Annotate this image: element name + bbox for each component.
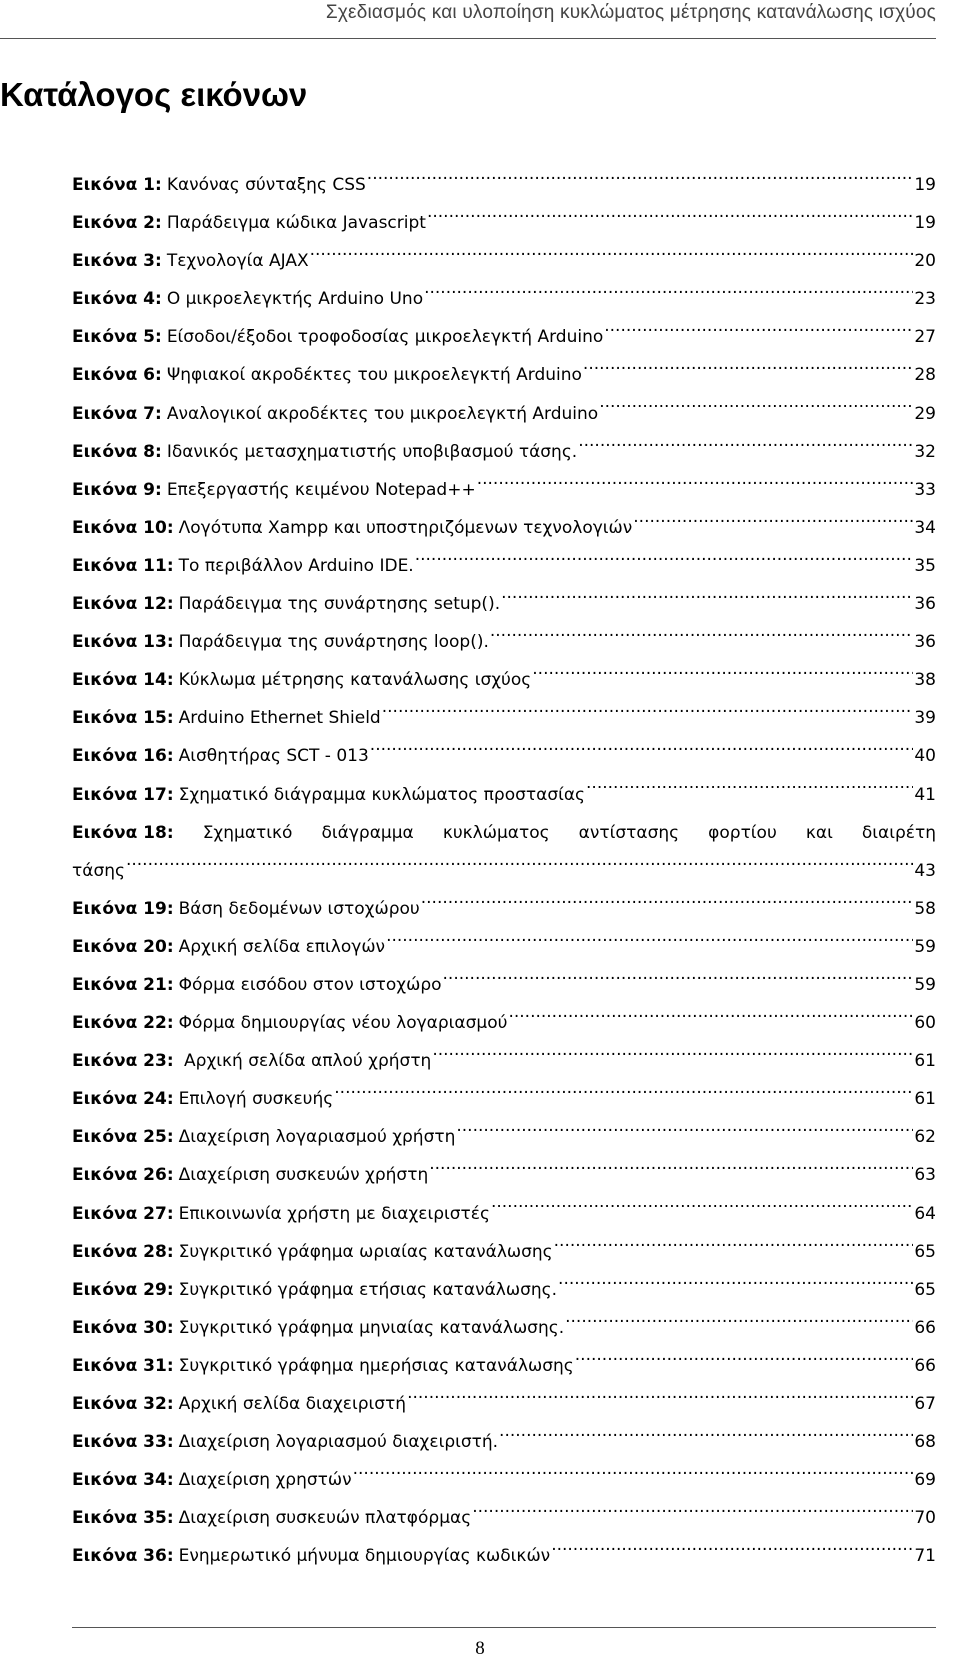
figure-label: Εικόνα 24: bbox=[72, 1089, 174, 1110]
dot-leader bbox=[532, 671, 913, 685]
toc-entry[interactable] bbox=[72, 1156, 936, 1194]
page-ref: 36 bbox=[914, 632, 936, 653]
figure-caption: Arduino Ethernet Shield bbox=[178, 708, 381, 729]
page-ref: 19 bbox=[914, 175, 936, 195]
toc-entry[interactable] bbox=[72, 1233, 936, 1271]
figure-caption: Αρχική σελίδα επιλογών bbox=[178, 936, 386, 957]
running-header: Σχεδιασμός και υλοποίηση κυκλώματος μέτρησης κατανάλωσης ισχύος bbox=[325, 2, 936, 23]
dot-leader bbox=[427, 214, 913, 228]
figure-label: Εικόνα 31: bbox=[72, 1355, 174, 1376]
figure-label: Εικόνα 4: bbox=[72, 289, 162, 310]
toc-entry[interactable] bbox=[72, 776, 936, 814]
figure-caption: Τεχνολογία AJAX bbox=[166, 251, 309, 272]
figure-label: Εικόνα 6: bbox=[72, 365, 162, 386]
dot-leader bbox=[370, 747, 914, 761]
toc-entry[interactable] bbox=[72, 1004, 936, 1042]
dot-leader bbox=[583, 366, 913, 380]
figure-caption: Συγκριτικό γράφημα μηνιαίας κατανάλωσης. bbox=[178, 1317, 565, 1338]
figure-label: Εικόνα 9: bbox=[72, 479, 162, 500]
figure-label: Εικόνα 3: bbox=[72, 251, 162, 272]
page-ref: 19 bbox=[914, 213, 936, 234]
figure-label: Εικόνα 32: bbox=[72, 1394, 174, 1414]
toc-entry[interactable] bbox=[72, 318, 936, 356]
dot-leader bbox=[499, 1433, 913, 1447]
toc-entry[interactable] bbox=[72, 1347, 936, 1385]
page-ref: 65 bbox=[914, 1279, 936, 1300]
toc-entry[interactable] bbox=[72, 737, 936, 775]
dot-leader bbox=[382, 709, 914, 723]
toc-entry[interactable] bbox=[72, 661, 936, 699]
dot-leader bbox=[477, 481, 914, 495]
page-ref: 61 bbox=[914, 1051, 936, 1072]
figure-caption: Ιδανικός μετασχηματιστής υποβιβασμού τάσης. bbox=[166, 441, 578, 462]
dot-leader bbox=[554, 1243, 914, 1257]
figure-caption-word: αντίστασης bbox=[578, 822, 680, 843]
page-ref: 35 bbox=[914, 555, 936, 576]
page-ref: 41 bbox=[914, 784, 936, 805]
toc-entry[interactable] bbox=[72, 166, 936, 204]
page-ref: 23 bbox=[914, 289, 936, 310]
figure-label: Εικόνα 16: bbox=[72, 746, 174, 767]
dot-leader bbox=[501, 595, 913, 609]
page-ref: 28 bbox=[914, 365, 936, 386]
dot-leader bbox=[456, 1128, 913, 1142]
dot-leader bbox=[472, 1509, 913, 1523]
dot-leader bbox=[443, 976, 914, 990]
figure-label: Εικόνα 30: bbox=[72, 1317, 174, 1338]
dot-leader bbox=[599, 405, 913, 419]
figure-caption-word: και bbox=[805, 822, 833, 843]
toc-entry[interactable] bbox=[72, 1271, 936, 1309]
page-ref: 39 bbox=[914, 708, 936, 729]
figure-caption: Διαχείριση συσκευών πλατφόρμας bbox=[178, 1508, 472, 1529]
figure-label: Εικόνα 22: bbox=[72, 1013, 174, 1034]
figure-label: Εικόνα 1: bbox=[72, 175, 162, 195]
toc-entry[interactable] bbox=[72, 1499, 936, 1537]
toc-entry[interactable] bbox=[72, 1537, 936, 1575]
dot-leader bbox=[429, 1166, 913, 1180]
figure-caption: Συγκριτικό γράφημα ωριαίας κατανάλωσης bbox=[178, 1241, 553, 1262]
figure-label: Εικόνα 11: bbox=[72, 555, 174, 576]
figure-label: Εικόνα 8: bbox=[72, 441, 162, 462]
page-ref: 58 bbox=[914, 898, 936, 919]
figure-label: Εικόνα 17: bbox=[72, 784, 174, 805]
figure-caption: Λογότυπα Xampp και υποστηριζόμενων τεχνολογιών bbox=[178, 517, 633, 538]
dot-leader bbox=[604, 328, 913, 342]
toc-entry[interactable] bbox=[72, 699, 936, 737]
figure-caption: Φόρμα δημιουργίας νέου λογαριασμού bbox=[178, 1013, 508, 1034]
dot-leader bbox=[126, 862, 913, 876]
page-number: 8 bbox=[475, 1638, 485, 1659]
figure-caption: Κανόνας σύνταξης CSS bbox=[166, 175, 366, 195]
figure-caption: Ψηφιακοί ακροδέκτες του μικροελεγκτή Arduino bbox=[166, 365, 582, 386]
dot-leader bbox=[575, 1357, 914, 1371]
toc-entry[interactable] bbox=[72, 1385, 936, 1423]
dot-leader bbox=[353, 1471, 914, 1485]
figure-caption: Κύκλωμα μέτρησης κατανάλωσης ισχύος bbox=[178, 670, 532, 691]
figure-caption: Ο μικροελεγκτής Arduino Uno bbox=[166, 289, 424, 310]
dot-leader bbox=[421, 900, 914, 914]
dot-leader bbox=[407, 1395, 913, 1409]
figure-label: Εικόνα 21: bbox=[72, 974, 174, 995]
page-ref: 65 bbox=[914, 1241, 936, 1262]
toc-entry[interactable] bbox=[72, 242, 936, 280]
figure-label: Εικόνα 13: bbox=[72, 632, 174, 653]
figure-label: Εικόνα 26: bbox=[72, 1165, 174, 1186]
page-ref: 60 bbox=[914, 1013, 936, 1034]
page-ref: 38 bbox=[914, 670, 936, 691]
page-ref: 59 bbox=[914, 936, 936, 957]
toc-entry[interactable] bbox=[72, 395, 936, 433]
toc-entry[interactable] bbox=[72, 356, 936, 394]
dot-leader bbox=[565, 1319, 913, 1333]
figure-label: Εικόνα 36: bbox=[72, 1546, 174, 1567]
figure-caption: Αισθητήρας SCT - 013 bbox=[178, 746, 369, 767]
dot-leader bbox=[551, 1547, 913, 1561]
page-ref: 40 bbox=[914, 746, 936, 767]
toc-entry[interactable] bbox=[72, 471, 936, 509]
toc-entry[interactable] bbox=[72, 433, 936, 471]
figure-caption: Είσοδοι/έξοδοι τροφοδοσίας μικροελεγκτή Arduino bbox=[166, 327, 604, 348]
page-ref: 70 bbox=[914, 1508, 936, 1529]
figure-label: Εικόνα 18: bbox=[72, 822, 174, 843]
figure-caption: Διαχείριση λογαριασμού διαχειριστή. bbox=[178, 1432, 499, 1453]
page-ref: 33 bbox=[914, 479, 936, 500]
dot-leader bbox=[415, 557, 914, 571]
dot-leader bbox=[586, 786, 913, 800]
dot-leader bbox=[424, 290, 913, 304]
page-ref: 27 bbox=[914, 327, 936, 348]
figure-label: Εικόνα 2: bbox=[72, 213, 162, 234]
figure-label: Εικόνα 25: bbox=[72, 1127, 174, 1148]
figure-caption: Παράδειγμα κώδικα Javascript bbox=[166, 213, 426, 234]
dot-leader bbox=[432, 1052, 913, 1066]
figure-label: Εικόνα 10: bbox=[72, 517, 174, 538]
page-ref: 43 bbox=[914, 860, 936, 881]
page-ref: 64 bbox=[914, 1203, 936, 1224]
toc-entry[interactable] bbox=[72, 1080, 936, 1118]
figure-caption-word: κυκλώματος bbox=[442, 822, 550, 843]
toc-entry[interactable] bbox=[72, 585, 936, 623]
figure-caption: Συγκριτικό γράφημα ετήσιας κατανάλωσης. bbox=[178, 1279, 558, 1300]
figure-caption: Ενημερωτικό μήνυμα δημιουργίας κωδικών bbox=[178, 1546, 551, 1567]
figure-label: Εικόνα 28: bbox=[72, 1241, 174, 1262]
figure-caption: Αρχική σελίδα απλού χρήστη bbox=[178, 1051, 432, 1072]
figure-caption: Παράδειγμα της συνάρτησης setup(). bbox=[178, 594, 501, 615]
figure-caption-word: φορτίου bbox=[708, 822, 777, 843]
figure-caption: Βάση δεδομένων ιστοχώρου bbox=[178, 898, 420, 919]
figure-caption: Αρχική σελίδα διαχειριστή bbox=[178, 1394, 407, 1414]
page-ref: 62 bbox=[914, 1127, 936, 1148]
figure-label: Εικόνα 29: bbox=[72, 1279, 174, 1300]
page-title: Κατάλογος εικόνων bbox=[0, 76, 308, 113]
figure-label: Εικόνα 5: bbox=[72, 327, 162, 348]
toc-entry[interactable] bbox=[72, 1118, 936, 1156]
figure-label: Εικόνα 27: bbox=[72, 1203, 174, 1224]
toc-entry[interactable] bbox=[72, 814, 936, 890]
dot-leader bbox=[578, 443, 913, 457]
toc-entry[interactable] bbox=[72, 547, 936, 585]
page-ref: 66 bbox=[914, 1317, 936, 1338]
toc-entry[interactable] bbox=[72, 1309, 936, 1347]
toc-entry[interactable] bbox=[72, 623, 936, 661]
toc-entry[interactable] bbox=[72, 280, 936, 318]
figure-caption-word: Σχηματικό bbox=[202, 822, 293, 843]
footer-divider bbox=[72, 1627, 936, 1628]
figure-caption: Παράδειγμα της συνάρτησης loop(). bbox=[178, 632, 489, 653]
page-ref: 36 bbox=[914, 594, 936, 615]
figure-label: Εικόνα 15: bbox=[72, 708, 174, 729]
figure-caption: Επικοινωνία χρήστη με διαχειριστές bbox=[178, 1203, 490, 1224]
dot-leader bbox=[490, 633, 913, 647]
page-ref: 71 bbox=[914, 1546, 936, 1567]
figure-label: Εικόνα 19: bbox=[72, 898, 174, 919]
dot-leader bbox=[334, 1090, 913, 1104]
figure-caption-word: διαιρέτη bbox=[861, 822, 936, 843]
figure-label: Εικόνα 20: bbox=[72, 936, 174, 957]
page-ref: 61 bbox=[914, 1089, 936, 1110]
figure-caption-continued: τάσης bbox=[72, 860, 125, 881]
toc-entry[interactable] bbox=[72, 1042, 936, 1080]
list-of-figures bbox=[72, 166, 936, 1575]
page-ref: 20 bbox=[914, 251, 936, 272]
figure-label: Εικόνα 7: bbox=[72, 403, 162, 424]
toc-entry[interactable] bbox=[72, 1423, 936, 1461]
dot-leader bbox=[508, 1014, 913, 1028]
figure-caption: Επεξεργαστής κειμένου Notepad++ bbox=[166, 479, 476, 500]
figure-caption: Διαχείριση συσκευών χρήστη bbox=[178, 1165, 429, 1186]
figure-caption: Διαχείριση χρηστών bbox=[178, 1470, 352, 1491]
page-ref: 59 bbox=[914, 974, 936, 995]
page-ref: 66 bbox=[914, 1355, 936, 1376]
figure-caption: Φόρμα εισόδου στον ιστοχώρο bbox=[178, 974, 442, 995]
dot-leader bbox=[633, 519, 913, 533]
figure-caption: Σχηματικό διάγραμμα κυκλώματος προστασίας bbox=[178, 784, 586, 805]
dot-leader bbox=[367, 176, 914, 190]
figure-label: Εικόνα 23: bbox=[72, 1051, 174, 1072]
toc-entry[interactable] bbox=[72, 509, 936, 547]
figure-caption: Διαχείριση λογαριασμού χρήστη bbox=[178, 1127, 456, 1148]
page-ref: 29 bbox=[914, 403, 936, 424]
figure-caption-word: διάγραμμα bbox=[321, 822, 414, 843]
dot-leader bbox=[310, 252, 914, 266]
toc-entry[interactable] bbox=[72, 1461, 936, 1499]
dot-leader bbox=[491, 1205, 913, 1219]
figure-label: Εικόνα 12: bbox=[72, 594, 174, 615]
header-divider bbox=[0, 38, 936, 39]
figure-caption: Αναλογικοί ακροδέκτες του μικροελεγκτή Arduino bbox=[166, 403, 599, 424]
figure-label: Εικόνα 34: bbox=[72, 1470, 174, 1491]
toc-entry[interactable] bbox=[72, 204, 936, 242]
figure-caption: Συγκριτικό γράφημα ημερήσιας κατανάλωσης bbox=[178, 1355, 574, 1376]
figure-label: Εικόνα 14: bbox=[72, 670, 174, 691]
page-ref: 34 bbox=[914, 517, 936, 538]
page-ref: 69 bbox=[914, 1470, 936, 1491]
page-ref: 32 bbox=[914, 441, 936, 462]
figure-label: Εικόνα 35: bbox=[72, 1508, 174, 1529]
toc-entry[interactable] bbox=[72, 928, 936, 966]
toc-entry[interactable] bbox=[72, 890, 936, 928]
page-ref: 67 bbox=[914, 1394, 936, 1414]
page-ref: 63 bbox=[914, 1165, 936, 1186]
figure-caption: Επιλογή συσκευής bbox=[178, 1089, 334, 1110]
toc-entry[interactable] bbox=[72, 1195, 936, 1233]
page-ref: 68 bbox=[914, 1432, 936, 1453]
dot-leader bbox=[558, 1281, 913, 1295]
figure-label: Εικόνα 33: bbox=[72, 1432, 174, 1453]
dot-leader bbox=[386, 938, 913, 952]
figure-caption: Το περιβάλλον Arduino IDE. bbox=[178, 555, 414, 576]
toc-entry[interactable] bbox=[72, 966, 936, 1004]
